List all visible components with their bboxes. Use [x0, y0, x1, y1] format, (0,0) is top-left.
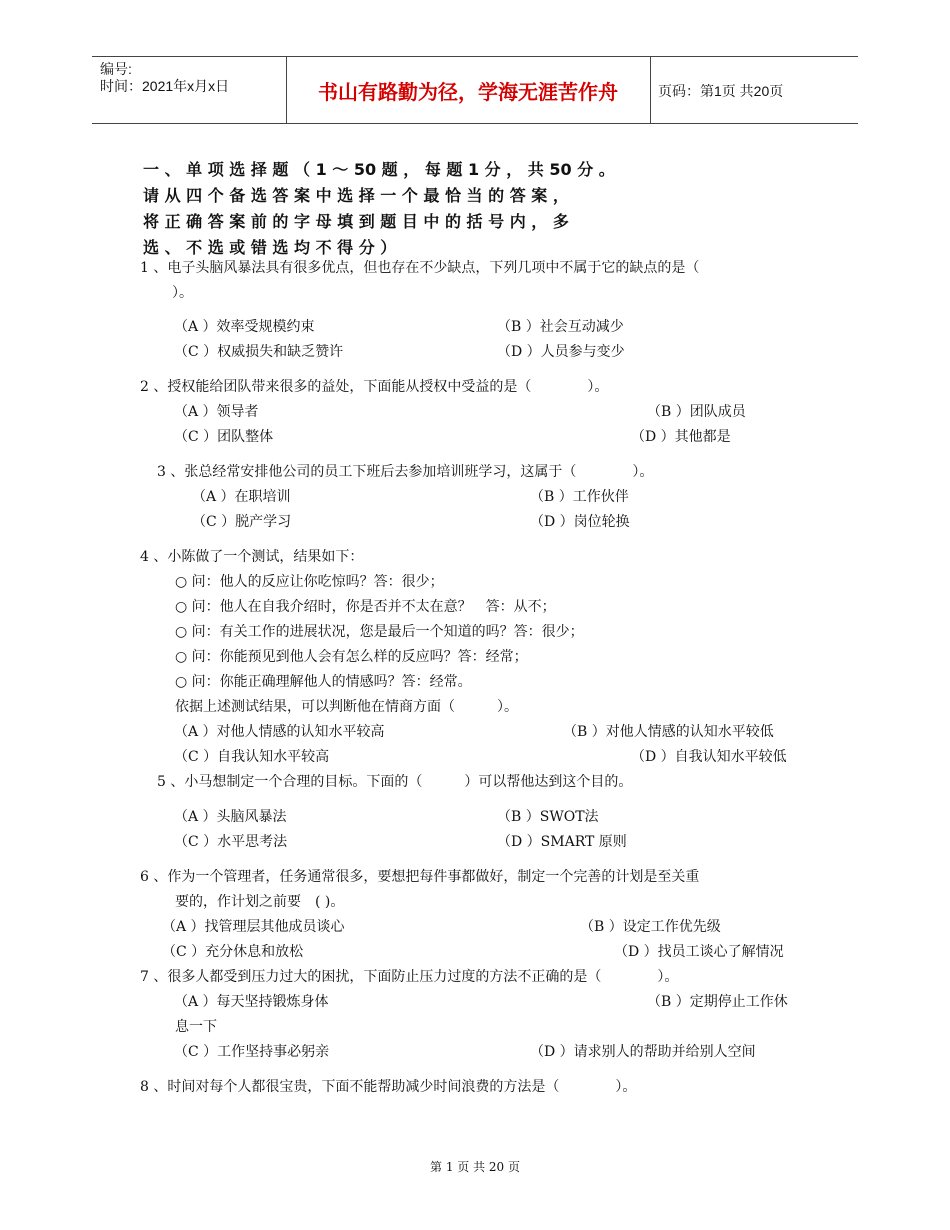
q6-option-a: （A ）找管理层其他成员谈心 — [162, 919, 345, 935]
q2-option-a: （A ）领导者 — [174, 404, 259, 420]
q7-option-a: （A ）每天坚持锻炼身体 — [174, 994, 329, 1010]
q6-option-b: （B ）设定工作优先级 — [580, 919, 721, 935]
q7-option-c: （C ）工作坚持事必躬亲 — [174, 1044, 330, 1060]
q2-option-b: （B ）团队成员 — [647, 404, 746, 420]
section-title-line: 一 、 单 项 选 择 题 （ 1 ～ 50 题 ， 每 题 1 分 ， 共 50 分 。 — [143, 160, 615, 179]
section-title-line: 将 正 确 答 案 前 的 字 母 填 到 题 目 中 的 括 号 内 ， 多 — [143, 212, 569, 231]
q1-option-d: （D ）人员参与变少 — [497, 344, 625, 360]
q4-option-b: （B ）对他人情感的认知水平较低 — [563, 724, 774, 740]
q3-option-b: （B ）工作伙伴 — [530, 489, 629, 505]
q3-option-d: （D ）岗位轮换 — [530, 514, 630, 530]
time-label: 时间：2021年x月x日 — [100, 78, 230, 94]
question-4-text: 4 、小陈做了一个测试，结果如下： — [140, 549, 364, 565]
q5-option-a: （A ）头脑风暴法 — [174, 809, 287, 825]
question-1-text: 1 、电子头脑风暴法具有很多优点，但也存在不少缺点，下列几项中不属于它的缺点的是（ — [140, 260, 700, 276]
q4-option-a: （A ）对他人情感的认知水平较高 — [174, 724, 385, 740]
header-motto: 书山有路勤为径，学海无涯苦作舟 — [318, 79, 618, 104]
q4-item: ○ 问：有关工作的进展状况，您是最后一个知道的吗？答：很少； — [175, 624, 584, 640]
q5-option-c: （C ）水平思考法 — [174, 834, 288, 850]
q4-item: ○ 问：你能预见到他人会有怎么样的反应吗？答：经常； — [175, 649, 528, 665]
question-5-text: 5 、小马想制定一个合理的目标。下面的（ ）可以帮他达到这个目的。 — [157, 774, 633, 790]
q6-option-c: （C ）充分休息和放松 — [162, 944, 304, 960]
q2-option-c: （C ）团队整体 — [174, 429, 274, 445]
q4-conclusion: 依据上述测试结果，可以判断他在情商方面（ ）。 — [175, 699, 518, 715]
q2-option-d: （D ）其他都是 — [631, 429, 731, 445]
q3-option-c: （C ）脱产学习 — [192, 514, 292, 530]
header-divider — [650, 57, 651, 123]
q4-item: ○ 问：他人在自我介绍时，你是否并不太在意？ 答：从不； — [175, 599, 556, 615]
q6-option-d: （D ）找员工谈心了解情况 — [614, 944, 784, 960]
q4-option-c: （C ）自我认知水平较高 — [174, 749, 330, 765]
q4-item: ○ 问：他人的反应让你吃惊吗？答：很少； — [175, 574, 444, 590]
q5-option-d: （D ）SMART 原则 — [497, 834, 627, 850]
question-3-text: 3 、张总经常安排他公司的员工下班后去参加培训班学习，这属于（ ）。 — [157, 464, 654, 480]
q4-option-d: （D ）自我认知水平较低 — [631, 749, 787, 765]
section-title — [143, 157, 833, 261]
q7-option-b-cont: 息一下 — [175, 1019, 217, 1035]
q7-option-b: （B ）定期停止工作休 — [647, 994, 788, 1010]
section-title-line: 请 从 四 个 备 选 答 案 中 选 择 一 个 最 恰 当 的 答 案 ， — [143, 186, 569, 205]
page-header — [92, 56, 858, 124]
q5-option-b: （B ）SWOT法 — [497, 809, 599, 825]
header-meta — [100, 61, 229, 95]
q1-option-c: （C ）权威损失和缺乏赞许 — [174, 344, 344, 360]
question-6-text-cont: 要的，作计划之前要 ( )。 — [175, 894, 345, 910]
question-2-text: 2 、授权能给团队带来很多的益处，下面能从授权中受益的是（ ）。 — [140, 379, 609, 395]
question-1-text-cont: ）。 — [172, 285, 193, 301]
q3-option-a: （A ）在职培训 — [192, 489, 291, 505]
q1-option-a: （A ）效率受规模约束 — [174, 319, 315, 335]
question-8-text: 8 、时间对每个人都很宝贵，下面不能帮助减少时间浪费的方法是（ ）。 — [140, 1079, 637, 1095]
q4-item: ○ 问：你能正确理解他人的情感吗？答：经常。 — [175, 674, 472, 690]
q7-option-d: （D ）请求别人的帮助并给别人空间 — [530, 1044, 756, 1060]
section-title-line: 选 、 不 选 或 错 选 均 不 得 分 ） — [143, 238, 397, 257]
question-6-text: 6 、作为一个管理者，任务通常很多，要想把每件事都做好，制定一个完善的计划是至关重 — [140, 869, 700, 885]
q1-option-b: （B ）社会互动减少 — [497, 319, 624, 335]
question-7-text: 7 、很多人都受到压力过大的困扰，下面防止压力过度的方法不正确的是（ ）。 — [140, 969, 679, 985]
number-label: 编号: — [100, 61, 132, 77]
page-footer: 第 1 页 共 20 页 — [430, 1160, 520, 1174]
header-page-info: 页码：第1页 共20页 — [658, 83, 784, 99]
